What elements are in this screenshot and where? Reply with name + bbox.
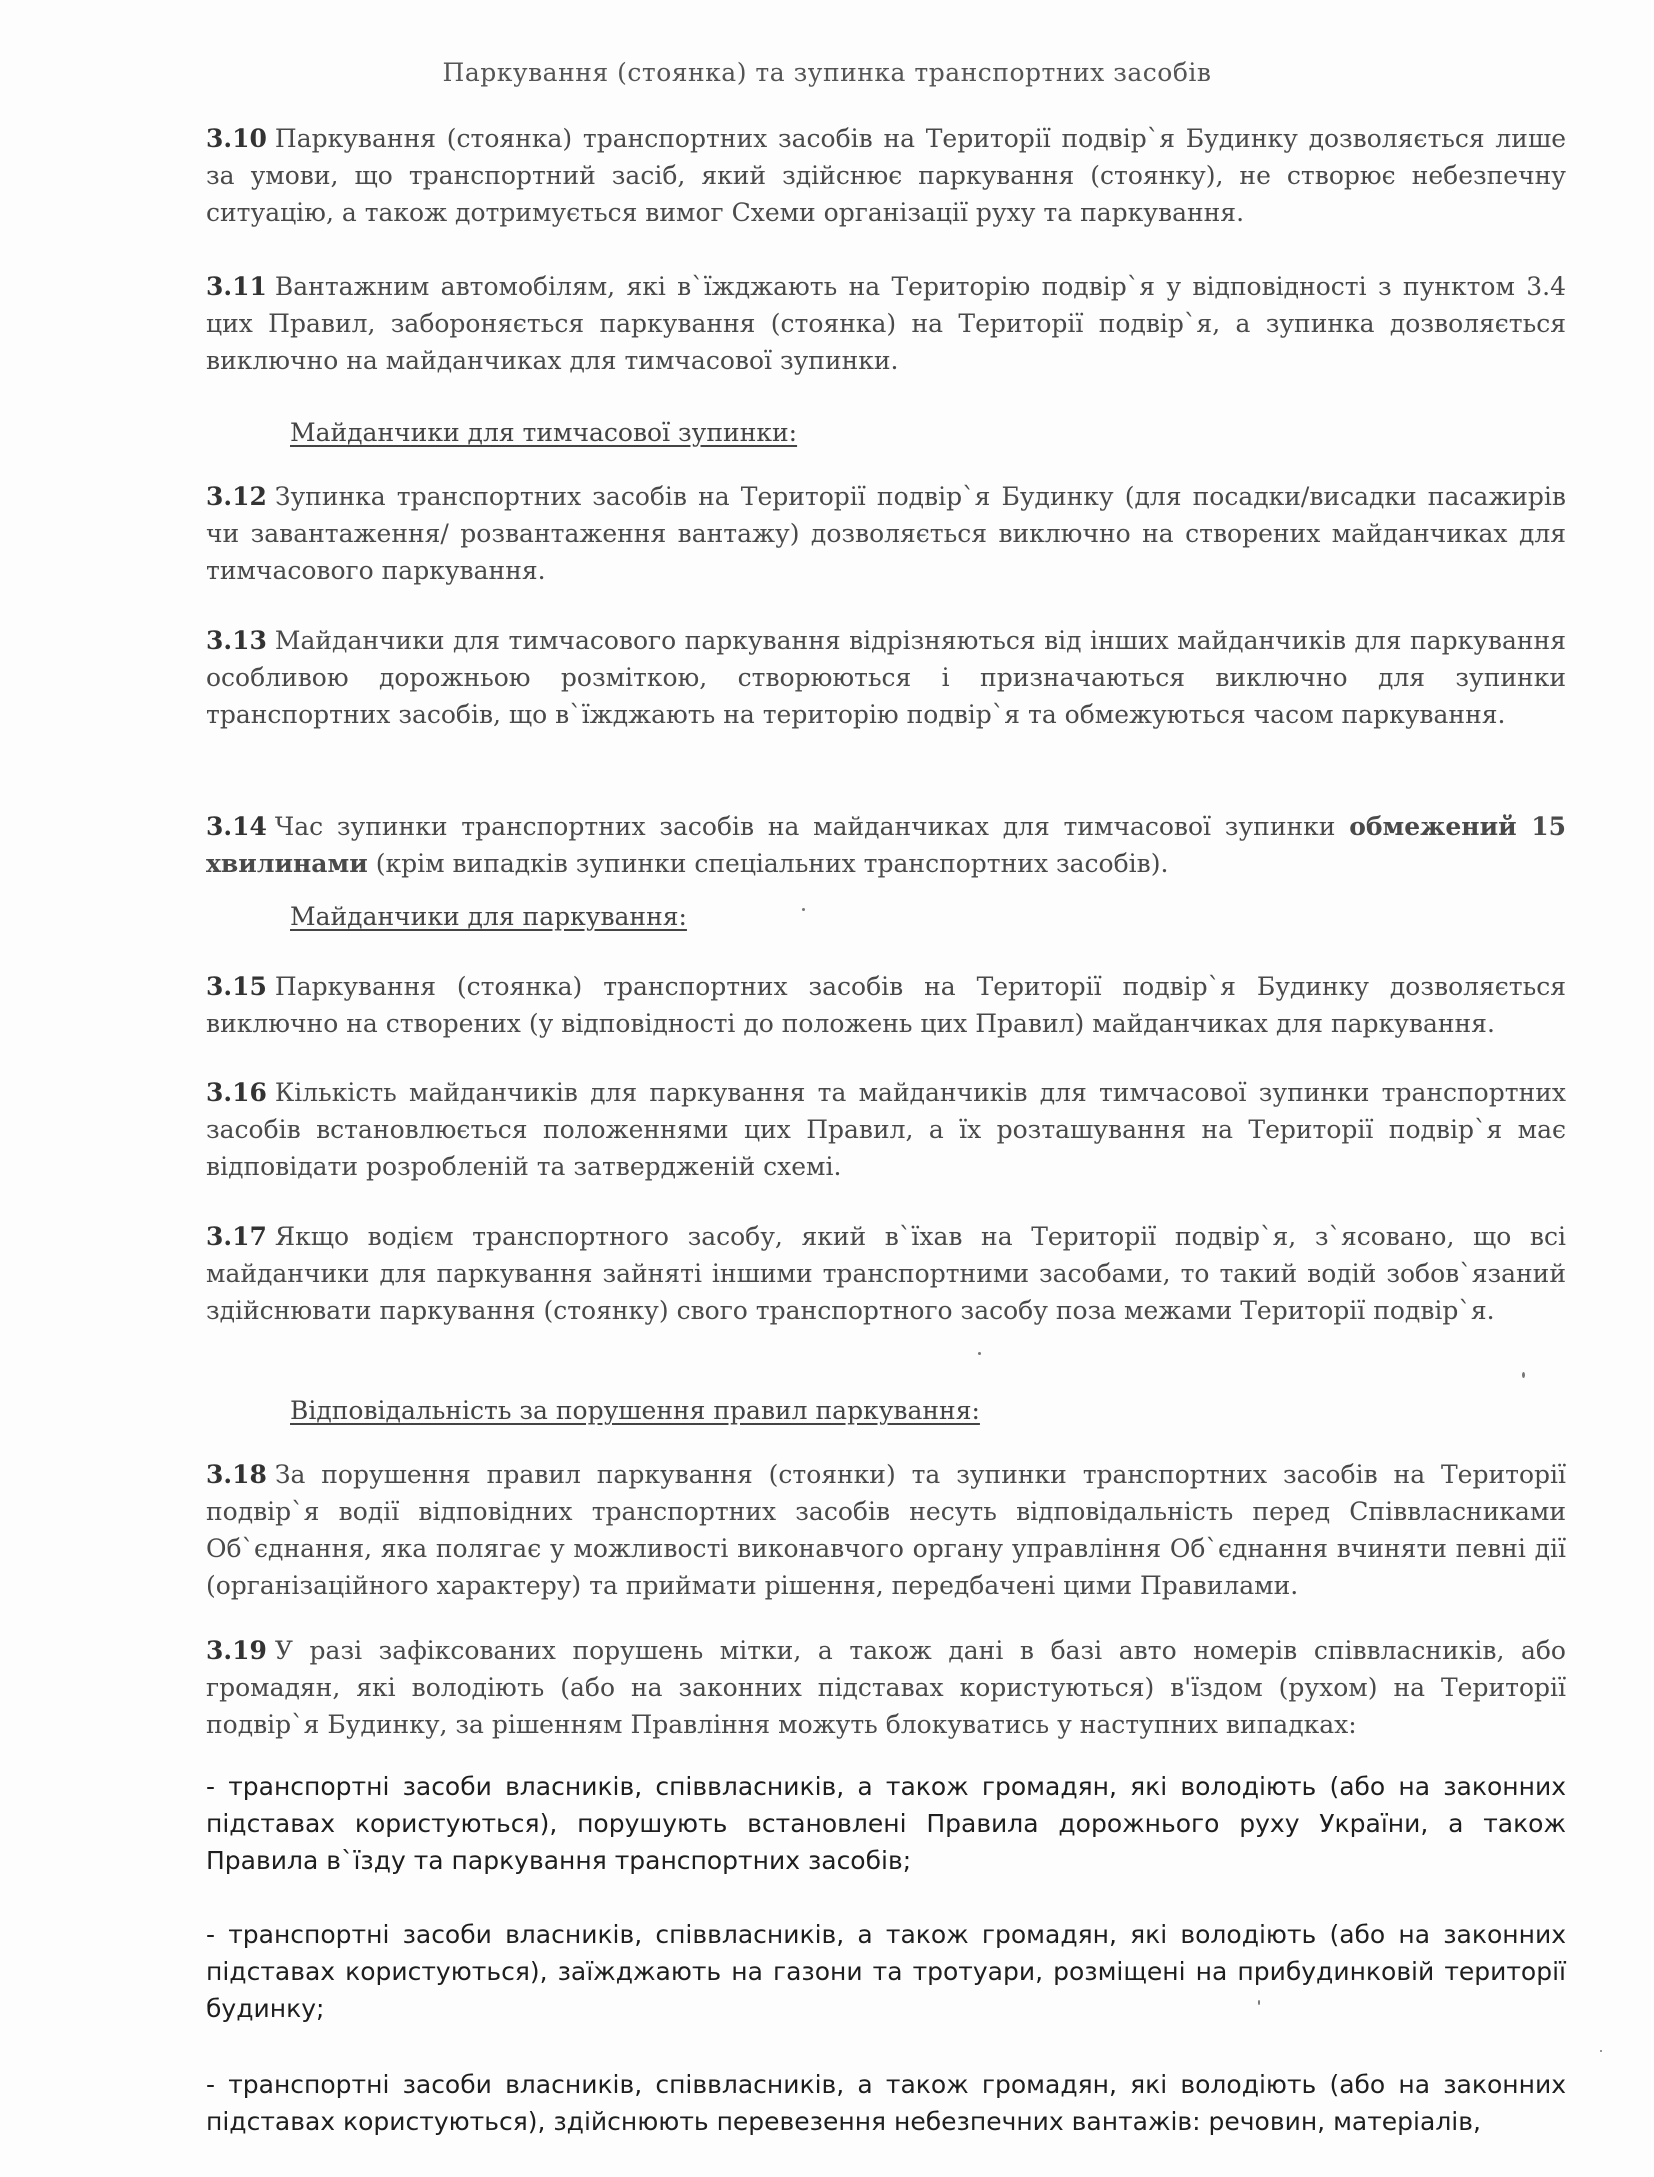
paragraph-3-17	[206, 1218, 1566, 1329]
paragraph-3-13	[206, 622, 1566, 733]
paragraph-number: 3.14	[206, 812, 267, 841]
paragraph-3-12	[206, 478, 1566, 589]
heading-liability: Відповідальність за порушення правил паркування:	[290, 1396, 980, 1425]
scan-speck	[1258, 2000, 1260, 2005]
paragraph-text: (крім випадків зупинки спеціальних транспортних засобів).	[367, 849, 1169, 878]
paragraph-text-emphasis: обмежений 15 хвилинами	[206, 812, 1566, 878]
paragraph-3-16	[206, 1074, 1566, 1185]
paragraph-number: 3.18	[206, 1460, 267, 1489]
paragraph-number: 3.15	[206, 972, 267, 1001]
scan-speck	[1600, 2050, 1602, 2052]
paragraph-text: Кількість майданчиків для паркування та майданчиків для тимчасової зупинки транспортних засобів встановлюється положеннями цих Правил, а їх розташування на Території подвір`я має відповідати розробленій та затвердженій схемі.	[206, 1078, 1566, 1181]
paragraph-3-11	[206, 268, 1566, 379]
scan-speck	[978, 1352, 981, 1355]
paragraph-3-15	[206, 968, 1566, 1042]
paragraph-text: Вантажним автомобілям, які в`їжджають на Територію подвір`я у відповідності з пунктом 3.4 цих Правил, забороняється паркування (стоянка) на Території подвір`я, а зупинка дозволяється виключно на майданчиках для тимчасової зупинки.	[206, 272, 1566, 375]
paragraph-text: Паркування (стоянка) транспортних засобів на Території подвір`я Будинку дозволяється лише за умови, що транспортний засіб, який здійснює паркування (стоянку), не створює небезпечну ситуацію, а також дотримується вимог Схеми організації руху та паркування.	[206, 124, 1566, 227]
paragraph-number: 3.12	[206, 482, 267, 511]
paragraph-text: Паркування (стоянка) транспортних засобів на Території подвір`я Будинку дозволяється виключно на створених (у відповідності до положень цих Правил) майданчиках для паркування.	[206, 972, 1566, 1038]
heading-parking: Майданчики для паркування:	[290, 902, 687, 931]
paragraph-text: Якщо водієм транспортного засобу, який в`їхав на Території подвір`я, з`ясовано, що всі майданчики для паркування зайняті іншими транспортними засобами, то такий водій зобов`язаний здійснювати паркування (стоянку) свого транспортного засобу поза межами Території подвір`я.	[206, 1222, 1566, 1325]
paragraph-number: 3.17	[206, 1222, 267, 1251]
paragraph-number: 3.16	[206, 1078, 267, 1107]
paragraph-number: 3.11	[206, 272, 267, 301]
paragraph-3-14	[206, 808, 1566, 882]
paragraph-text: За порушення правил паркування (стоянки) та зупинки транспортних засобів на Території подвір`я водії відповідних транспортних засобів несуть відповідальність перед Співвласниками Об`єднання, яка полягає у можливості виконавчого органу управління Об`єднання вчиняти певні дії (організаційного характеру) та приймати рішення, передбачені цими Правилами.	[206, 1460, 1566, 1600]
paragraph-text: У разі зафіксованих порушень мітки, а також дані в базі авто номерів співвласників, або громадян, які володіють (або на законних підставах користуються) в'їздом (рухом) на Території подвір`я Будинку, за рішенням Правління можуть блокуватись у наступних випадках:	[206, 1636, 1566, 1739]
scan-speck	[1522, 1372, 1525, 1378]
paragraph-number: 3.19	[206, 1636, 267, 1665]
list-item: - транспортні засоби власників, співвласників, а також громадян, які володіють (або на законних підставах користуються), здійснюють перевезення небезпечних вантажів: речовин, матеріалів,	[206, 2070, 1566, 2136]
paragraph-3-18	[206, 1456, 1566, 1604]
list-item: - транспортні засоби власників, співвласників, а також громадян, які володіють (або на законних підставах користуються), заїжджають на газони та тротуари, розміщені на прибудинковій території будинку;	[206, 1920, 1566, 2023]
paragraph-number: 3.10	[206, 124, 267, 153]
paragraph-3-19	[206, 1632, 1566, 1743]
list-item: - транспортні засоби власників, співвласників, а також громадян, які володіють (або на законних підставах користуються), порушують встановлені Правила дорожнього руху України, а також Правила в`їзду та паркування транспортних засобів;	[206, 1772, 1566, 1875]
paragraph-text: Час зупинки транспортних засобів на майданчиках для тимчасової зупинки	[274, 812, 1350, 841]
paragraph-number: 3.13	[206, 626, 267, 655]
heading-temporary-stop: Майданчики для тимчасової зупинки:	[290, 418, 798, 447]
document-title: Паркування (стоянка) та зупинка транспортних засобів	[442, 58, 1212, 87]
paragraph-3-10	[206, 120, 1566, 231]
paragraph-text: Майданчики для тимчасового паркування відрізняються від інших майданчиків для паркування особливою дорожньою розміткою, створюються і призначаються виключно для зупинки транспортних засобів, що в`їжджають на територію подвір`я та обмежуються часом паркування.	[206, 626, 1566, 729]
paragraph-text: Зупинка транспортних засобів на Території подвір`я Будинку (для посадки/висадки пасажирів чи завантаження/ розвантаження вантажу) дозволяється виключно на створених майданчиках для тимчасового паркування.	[206, 482, 1566, 585]
scan-speck	[802, 908, 805, 911]
